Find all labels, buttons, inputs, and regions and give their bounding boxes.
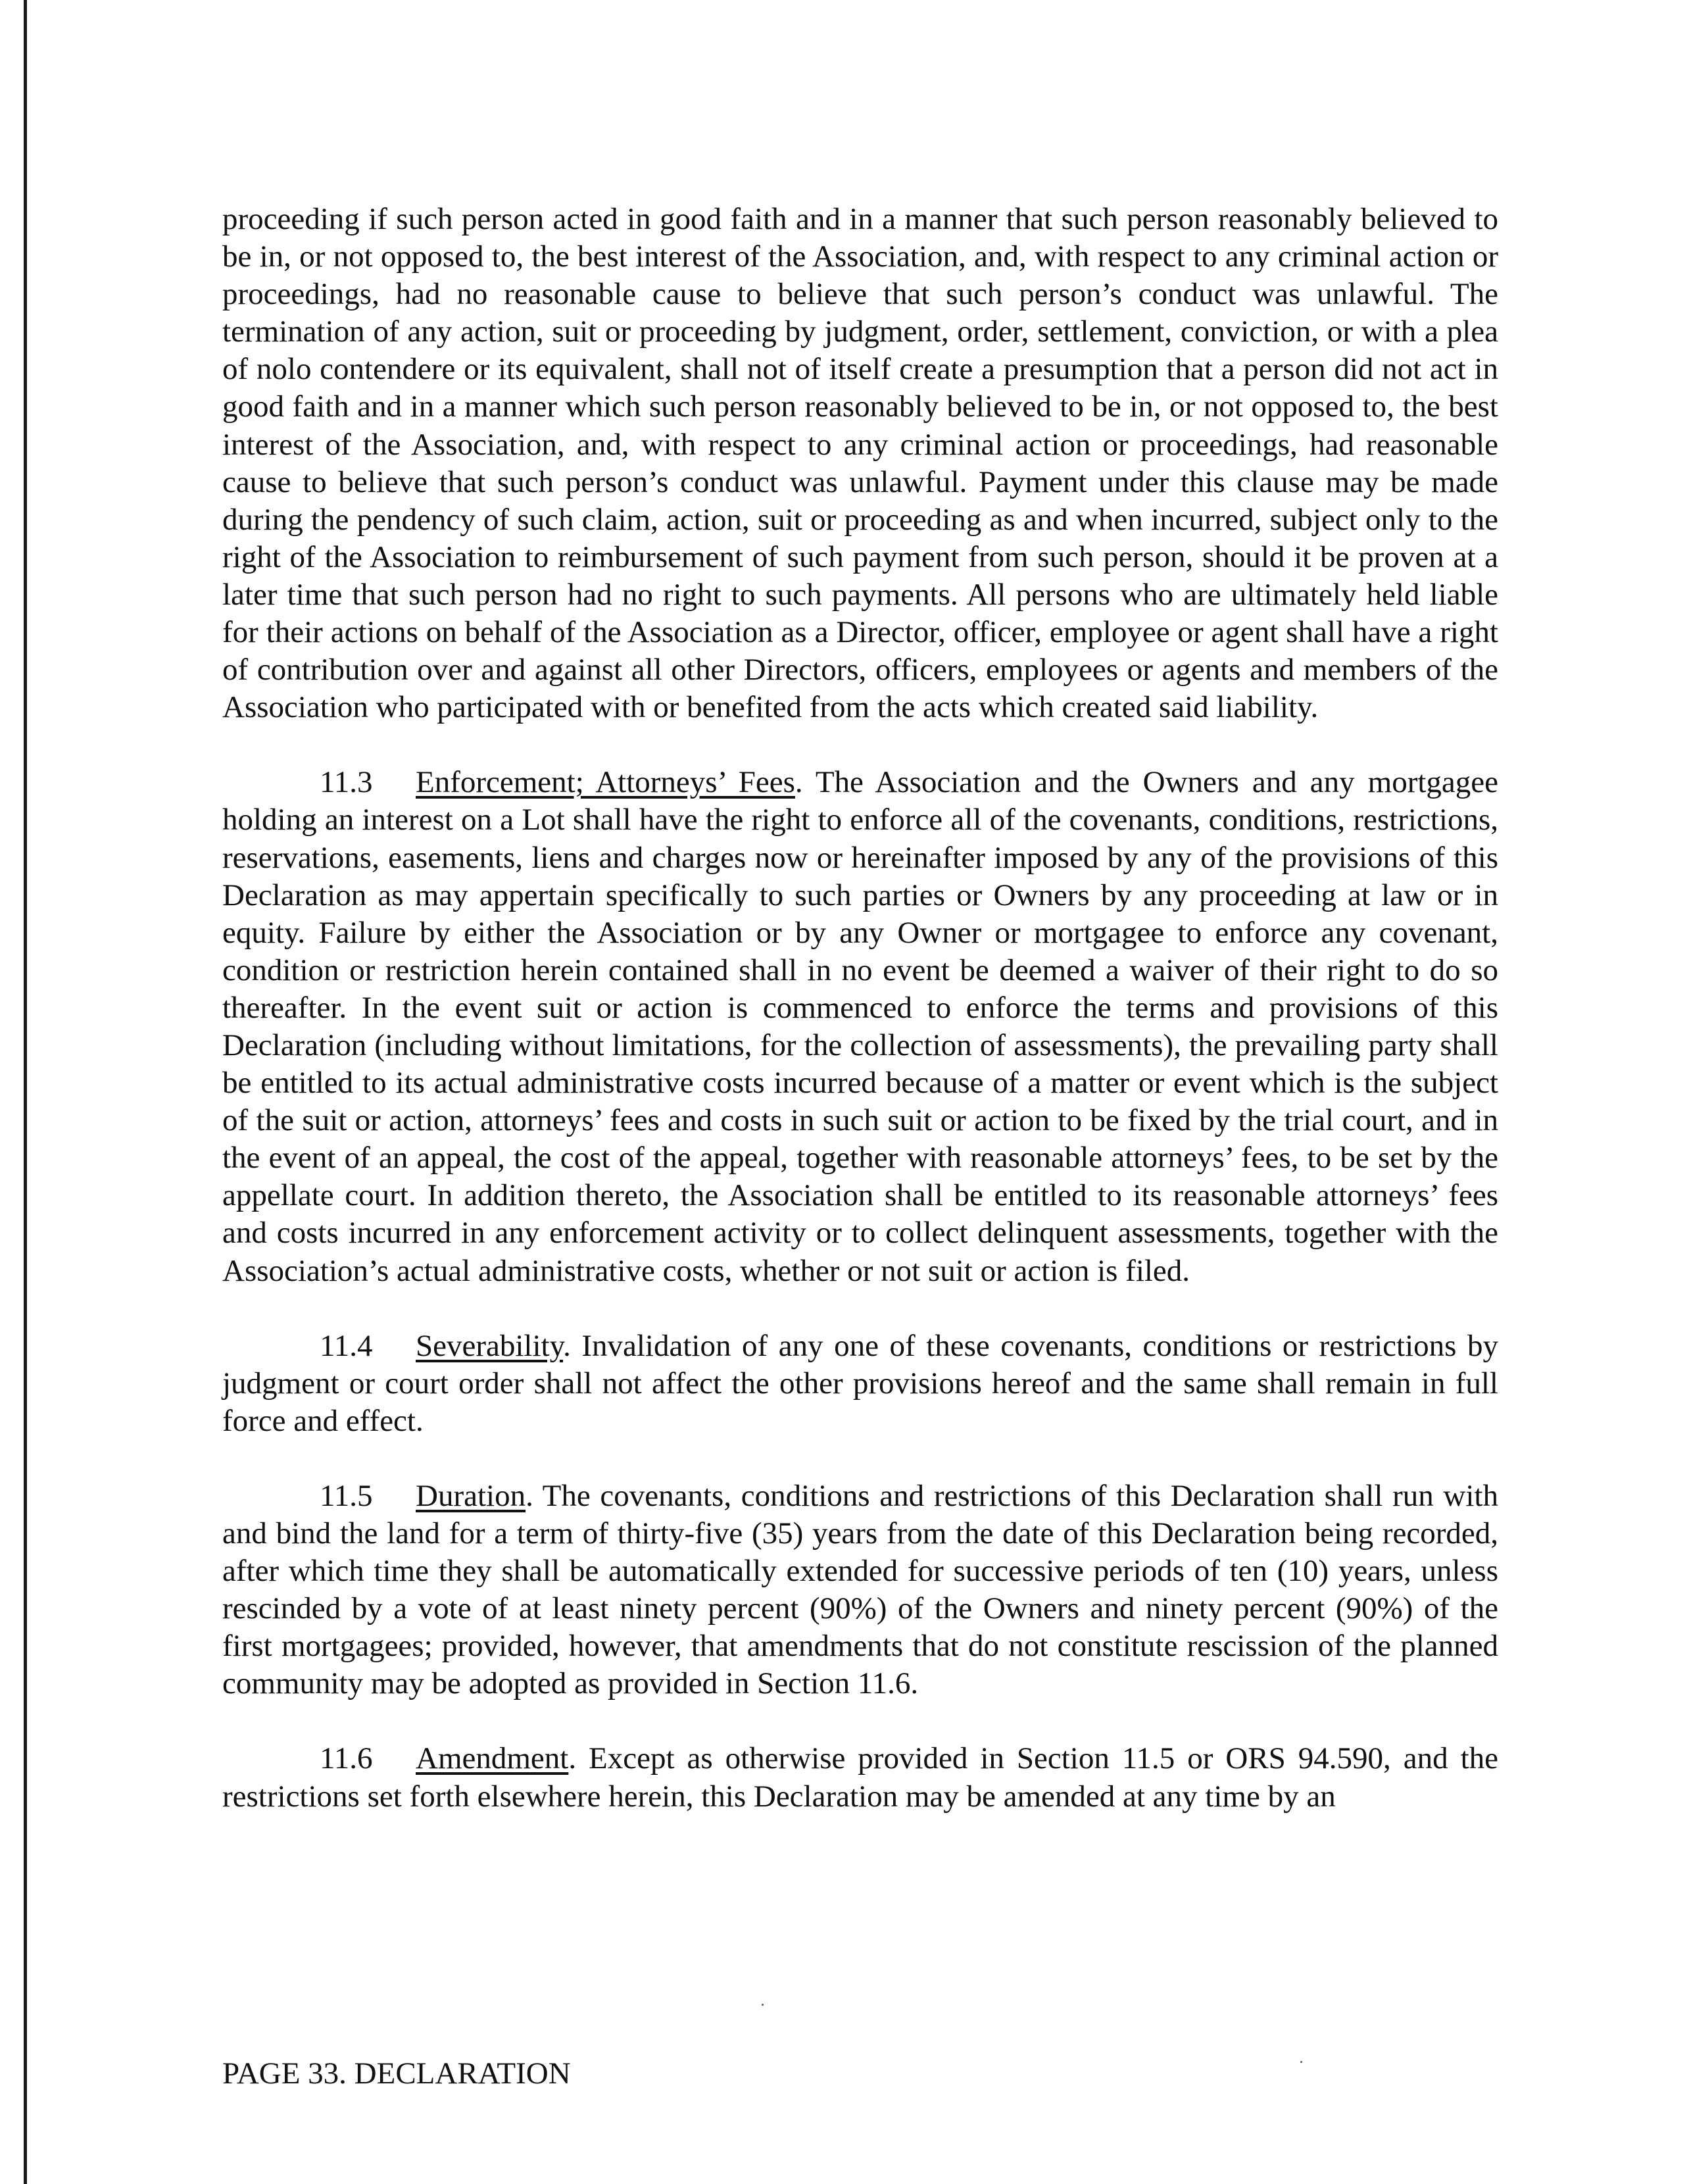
section-number: 11.5 xyxy=(320,1478,373,1513)
section-body: . Invalidation of any one of these covenants, conditions or restrictions by judgment or court order shall not affect the other provisions hereof and the same shall remain in full force and effect. xyxy=(222,1328,1498,1438)
scan-speck xyxy=(1300,2061,1302,2063)
section-body: . The Association and the Owners and any mortgagee holding an interest on a Lot shall have the right to enforce all of the covenants, conditions, restrictions, reservations, easements, liens and charges now or hereinafter imposed by any of the provisions of this Declaration as may appertain specifically to such parties or Owners by any proceeding at law or in equity. Failure by either the Association or by any Owner or mortgagee to enforce any covenant, condition or restriction herein contained shall in no event be deemed a waiver of their right to do so thereafter. In the event suit or action is commenced to enforce the terms and provisions of this Declaration (including without limitations, for the collection of assessments), the prevailing party shall be entitled to its actual administrative costs incurred because of a matter or event which is the subject of the suit or action, attorneys’ fees and costs in such suit or action to be fixed by the trial court, and in the event of an appeal, the cost of the appeal, together with reasonable attorneys’ fees, to be set by the appellate court. In addition thereto, the Association shall be entitled to its reasonable attorneys’ fees and costs incurred in any enforcement activity or to collect delinquent assessments, together with the Association’s actual administrative costs, whether or not suit or action is filed. xyxy=(222,765,1498,1288)
section-number: 11.6 xyxy=(320,1741,373,1776)
section-11-6 xyxy=(222,1740,1498,1815)
section-11-3 xyxy=(222,764,1498,1289)
scan-edge-line xyxy=(24,0,27,2184)
section-heading: Duration xyxy=(416,1478,526,1513)
document-body xyxy=(222,201,1498,1853)
section-number: 11.3 xyxy=(320,765,373,800)
section-heading: Amendment xyxy=(416,1741,569,1776)
section-number: 11.4 xyxy=(320,1328,373,1363)
section-11-5 xyxy=(222,1477,1498,1703)
section-body: . Except as otherwise provided in Section 11.5 or ORS 94.590, and the restrictions set forth elsewhere herein, this Declaration may be amended at any time by an xyxy=(222,1741,1498,1814)
section-11-4 xyxy=(222,1328,1498,1440)
paragraph-continuation: proceeding if such person acted in good faith and in a manner that such person reasonably believed to be in, or not opposed to, the best interest of the Association, and, with respect to any criminal action or proceedings, had no reasonable cause to believe that such person’s conduct was unlawful. The termination of any action, suit or proceeding by judgment, order, settlement, conviction, or with a plea of nolo contendere or its equivalent, shall not of itself create a presumption that a person did not act in good faith and in a manner which such person reasonably believed to be in, or not opposed to, the best interest of the Association, and, with respect to any criminal action or proceedings, had reasonable cause to believe that such person’s conduct was unlawful. Payment under this clause may be made during the pendency of such claim, action, suit or proceeding as and when incurred, subject only to the right of the Association to reimbursement of such payment from such person, should it be proven at a later time that such person had no right to such payments. All persons who are ultimately held liable for their actions on behalf of the Association as a Director, officer, employee or agent shall have a right of contribution over and against all other Directors, officers, employees or agents and members of the Association who participated with or benefited from the acts which created said liability. xyxy=(222,202,1498,725)
section-heading: Severability xyxy=(416,1328,564,1363)
scan-speck xyxy=(762,2004,764,2006)
section-body: . The covenants, conditions and restrictions of this Declaration shall run with and bind the land for a term of thirty-five (35) years from the date of this Declaration being recorded, after which time they shall be automatically extended for successive periods of ten (10) years, unless rescinded by a vote of at least ninety percent (90%) of the Owners and ninety percent (90%) of the first mortgagees; provided, however, that amendments that do not constitute rescission of the planned community may be adopted as provided in Section 11.6. xyxy=(222,1478,1498,1701)
page-footer: PAGE 33. DECLARATION xyxy=(222,2056,571,2091)
section-heading: Enforcement; Attorneys’ Fees xyxy=(416,765,795,800)
